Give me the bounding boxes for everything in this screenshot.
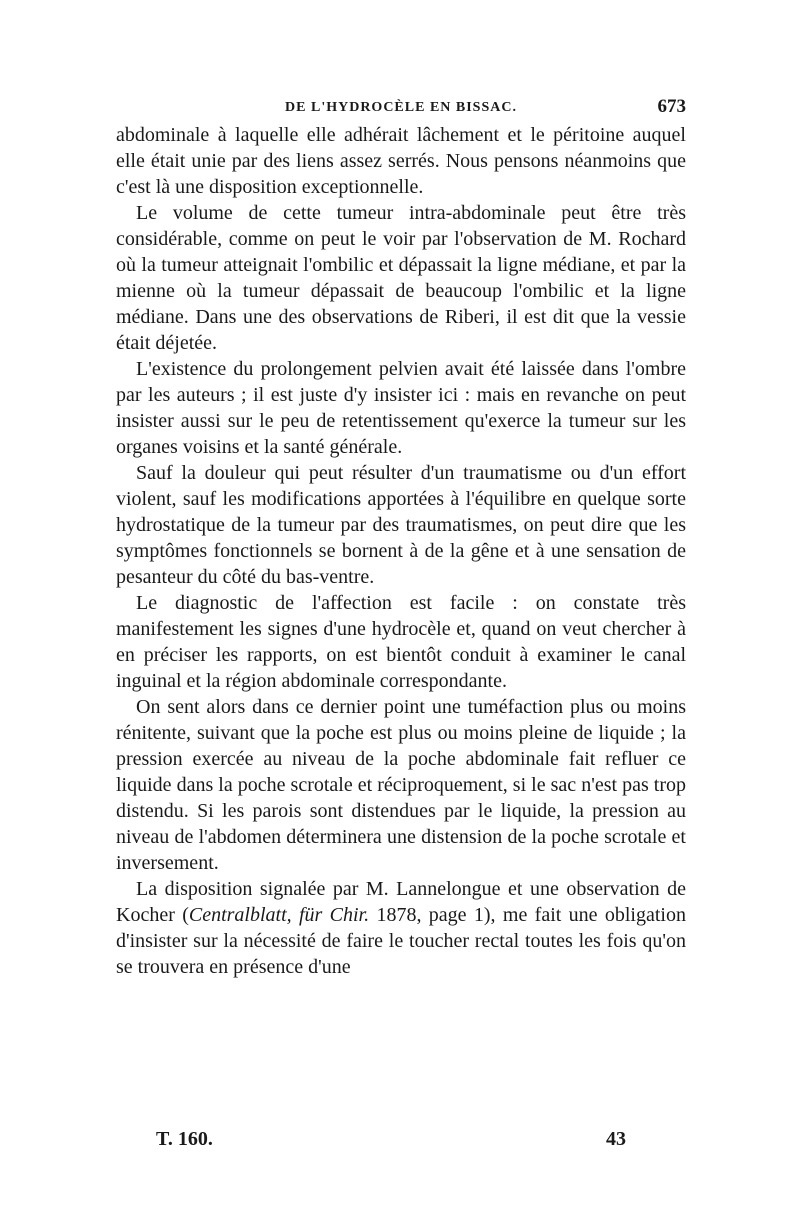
volume-mark: T. 160.: [156, 1128, 213, 1150]
paragraph-5: Le diagnostic de l'affection est facile : on constate très manifestement les signes d'une hydrocèle et, quand on veut chercher à en préciser les rapports, on est bientôt conduit à examiner le canal inguinal et la région abdominale correspondante.: [116, 592, 686, 692]
body-text: [116, 122, 686, 980]
page-number: 673: [657, 96, 686, 117]
paragraph-2: Le volume de cette tumeur intra-abdominale peut être très considérable, comme on peut le voir par l'observation de M. Rochard où la tumeur atteignait l'ombilic et dépassait la ligne médiane, et par la mienne où la tumeur dépassait de beaucoup l'ombilic et la ligne médiane. Dans une des observations de Riberi, il est dit que la vessie était déjetée.: [116, 202, 686, 354]
paragraph-7: [116, 876, 686, 980]
citation-journal: Centralblatt, für Chir.: [188, 904, 370, 926]
paragraph-6: On sent alors dans ce dernier point une tuméfaction plus ou moins rénitente, suivant que la poche est plus ou moins pleine de liquide ; la pression exercée au niveau de la poche abdominale fait refluer ce liquide dans la poche scrotale et réciproquement, si le sac n'est pas trop distendu. Si les parois sont distendues par le liquide, la pression au niveau de l'abdomen déterminera une distension de la poche scrotale et inversement.: [116, 696, 686, 874]
paragraph-3: L'existence du prolongement pelvien avait été laissée dans l'ombre par les auteurs ; il est juste d'y insister ici : mais en revanche on peut insister aussi sur le peu de retentissement qu'exerce la tumeur sur les organes voisins et la santé générale.: [116, 358, 686, 458]
signature-mark: 43: [606, 1128, 626, 1150]
paragraph-7-after: 1878, page 1), me fait une obligation d'insister sur la nécessité de faire le toucher rectal toutes les fois qu'on se trouvera en présence d'une: [116, 904, 686, 978]
paragraph-1: abdominale à laquelle elle adhérait lâchement et le péritoine auquel elle était unie par des liens assez serrés. Nous pensons néanmoins que c'est là une disposition exceptionnelle.: [116, 124, 686, 198]
paragraph-7-before: La disposition signalée par M. Lannelongue et une observation de Kocher (: [116, 878, 686, 926]
paragraph-4: Sauf la douleur qui peut résulter d'un traumatisme ou d'un effort violent, sauf les modifications apportées à l'équilibre en quelque sorte hydrostatique de la tumeur par des traumatismes, on peut dire que les symptômes fonctionnels se bornent à de la gêne et à une sensation de pesanteur du côté du bas-ventre.: [116, 462, 686, 588]
running-title: DE L'HYDROCÈLE EN BISSAC.: [285, 100, 517, 115]
running-head: [116, 96, 686, 120]
page-footer: [116, 1128, 686, 1156]
